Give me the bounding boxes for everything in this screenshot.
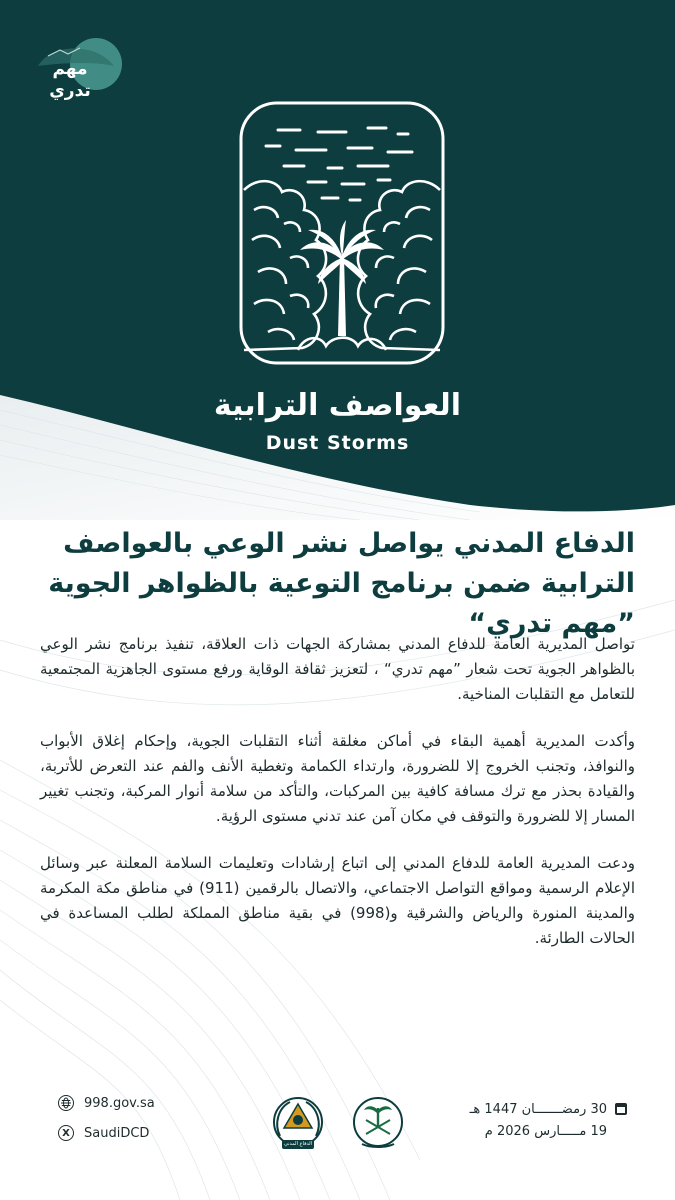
paragraph-2: وأكدت المديرية أهمية البقاء في أماكن مغلقة أثناء التقلبات الجوية، وإحكام إغلاق الأبواب والنوافذ، وتجنب الخروج إلا للضرورة، وارتداء الكمامة وتغطية الأنف والفم عند التعرض للأتربة، والقيادة بحذر مع ترك مسافة كافية بين المركبات، والتأكد من سلامة أنوار المركبة، وتجنب تغيير المسار إلا للضرورة والتوقف في مكان آمن عند تدني مستوى الرؤية. <box>40 732 635 825</box>
hijri-date: 30 رمضـــــــان 1447 هـ <box>469 1101 607 1117</box>
gregorian-date-row <box>470 1120 627 1142</box>
article-body <box>40 632 635 973</box>
campaign-line1: مهم <box>52 59 88 79</box>
hijri-date-row <box>470 1098 627 1120</box>
footer-dates <box>470 1098 627 1142</box>
website-link[interactable] <box>58 1088 155 1118</box>
topic-title-ar: العواصف الترابية <box>213 388 462 423</box>
gregorian-date: 19 مـــــارس 2026 م <box>484 1123 607 1139</box>
topic-title-en: Dust Storms <box>265 432 410 454</box>
paragraph-3: ودعت المديرية العامة للدفاع المدني إلى اتباع إرشادات وتعليمات السلامة المعلنة عبر وسائل الإعلام الرسمية ومواقع التواصل الاجتماعي، والاتصال بالرقمين (911) في مناطق مكة المكرمة والمدينة المنورة والرياض والشرقية و(998) في بقية مناطق المملكة لطلب المساعدة في الحالات الطارئة. <box>40 854 635 947</box>
civil-defense-emblem <box>268 1094 328 1158</box>
dust-storm-illustration <box>238 100 446 366</box>
civil-defense-caption: الدفاع المدني <box>283 1141 312 1147</box>
news-headline: الدفاع المدني يواصل نشر الوعي بالعواصف الترابية ضمن برنامج التوعية بالظواهر الجوية ”مهم تدري“ <box>48 528 635 639</box>
website-text: 998.gov.sa <box>84 1095 155 1111</box>
saudi-emblem <box>348 1094 408 1158</box>
footer-contacts <box>58 1088 155 1148</box>
campaign-line2: تدري <box>49 81 91 101</box>
social-handle: SaudiDCD <box>84 1125 150 1141</box>
saudi-emblem-graphic <box>348 1094 408 1154</box>
dust-storm-emblem <box>238 100 446 366</box>
calendar-icon <box>615 1103 627 1115</box>
globe-icon <box>58 1095 74 1111</box>
social-link[interactable] <box>58 1118 155 1148</box>
x-icon: X <box>58 1125 74 1141</box>
paragraph-1: تواصل المديرية العامة للدفاع المدني بمشاركة الجهات ذات العلاقة، تنفيذ برنامج نشر الوعي بالظواهر الجوية تحت شعار ”مهم تدري“ ، لتعزيز ثقافة الوقاية ورفع مستوى الجاهزية المجتمعية للتعامل مع التقلبات المناخية. <box>40 635 635 703</box>
campaign-wordmark <box>30 58 110 102</box>
